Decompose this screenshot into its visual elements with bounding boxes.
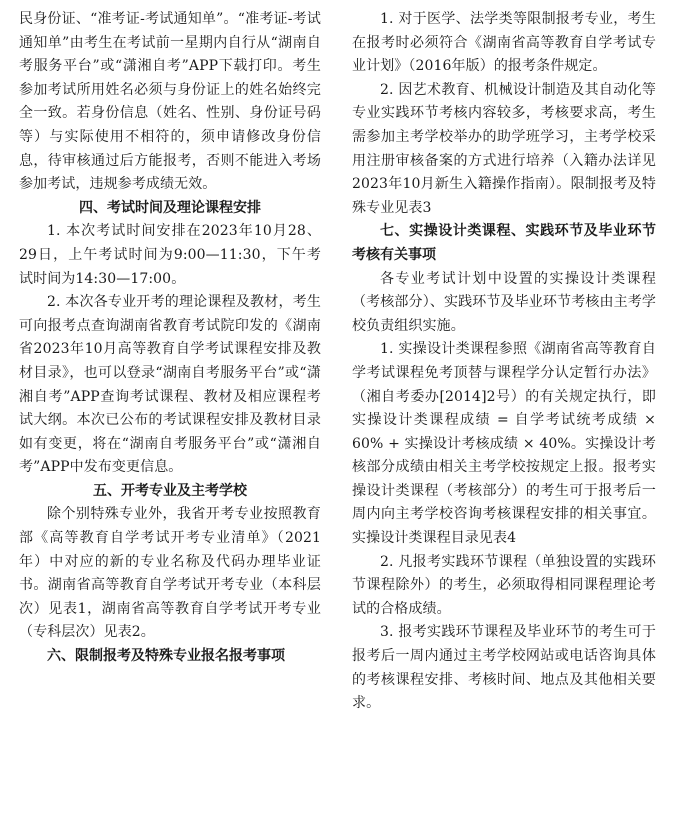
- paragraph-graduation: 3. 报考实践环节课程及毕业环节的考生可于报考后一周内通过主考学校网站或电话咨询具体的考核课程安排、考核时间、地点及其他相关要求。: [352, 624, 656, 712]
- left-column: [19, 8, 321, 669]
- section-heading-6: 六、限制报考及特殊专业报名报考事项: [47, 648, 285, 665]
- section-heading-5: 五、开考专业及主考学校: [93, 482, 247, 499]
- paragraph-restricted-majors: 1. 对于医学、法学类等限制报考专业，考生在报考时必须符合《湖南省高等教育自学考试专业计划》（2016年版）的报考条件规定。: [352, 11, 656, 75]
- paragraph-special-majors: 2. 因艺术教育、机械设计制造及其自动化等专业实践环节考核内容较多，考核要求高，考生需参加主考学校举办的助学班学习，主考学校采用注册审核备案的方式进行培养（入籍办法详见2023年10月新生入籍操作指南）。限制报考及特殊专业见表3: [352, 81, 656, 216]
- section-heading-4: 四、考试时间及理论课程安排: [79, 199, 261, 216]
- paragraph-id-requirements: 民身份证、“准考证-考试通知单”。“准考证-考试通知单”由考生在考试前一星期内自行从“湖南自考服务平台”或“潇湘自考”APP下载打印。考生参加考试所用姓名必须与身份证上的姓名始终完全一致。若身份信息（姓名、性别、身份证号码等）与实际使用不相符的，须申请修改身份信息，待审核通过后方能报考，否则不能进入考场参加考试，违规参考成绩无效。: [19, 11, 321, 193]
- paragraph-practical-intro: 各专业考试计划中设置的实操设计类课程（考核部分）、实践环节及毕业环节考核由主考学校负责组织实施。: [352, 270, 656, 334]
- paragraph-majors: 除个别特殊专业外，我省开考专业按照教育部《高等教育自学考试开考专业清单》（2021年）中对应的新的专业名称及代码办理毕业证书。湖南省高等教育自学考试开考专业（本科层次）见表1，湖南省高等教育自学考试开考专业（专科层次）见表2。: [19, 506, 321, 641]
- paragraph-course-materials: 2. 本次各专业开考的理论课程及教材，考生可向报考点查询湖南省教育考试院印发的《湖南省2023年10月高等教育自学考试课程安排及教材目录》，也可以登录“湖南自考服务平台”或“潇湘自考”APP查询考试课程、教材及相应课程考试大纲。本次已公布的考试课程安排及教材目录如有变更，将在“湖南自考服务平台”或“潇湘自考”APP中发布变更信息。: [19, 294, 321, 476]
- section-heading-7: 七、实操设计类课程、实践环节及毕业环节考核有关事项: [352, 223, 656, 263]
- paragraph-practice-courses: 2. 凡报考实践环节课程（单独设置的实践环节课程除外）的考生，必须取得相同课程理论考试的合格成绩。: [352, 553, 656, 617]
- paragraph-exam-time: 1. 本次考试时间安排在2023年10月28、29日，上午考试时间为9:00—11:30，下午考试时间为14:30—17:00。: [19, 223, 321, 287]
- paragraph-practical-design: 1. 实操设计类课程参照《湖南省高等教育自学考试课程免考顶替与课程学分认定暂行办法》（湘自考委办[2014]2号）的有关规定执行，即实操设计类课程成绩 = 自学考试统考成绩 × 60% + 实操设计考核成绩 × 40%。实操设计考核部分成绩由相关主考学校按规定上报。报考实操设计类课程（考核部分）的考生可于报考后一周内向主考学校咨询考核课程安排的相关事宜。实操设计类课程目录见表4: [352, 341, 656, 547]
- right-column: [352, 8, 656, 716]
